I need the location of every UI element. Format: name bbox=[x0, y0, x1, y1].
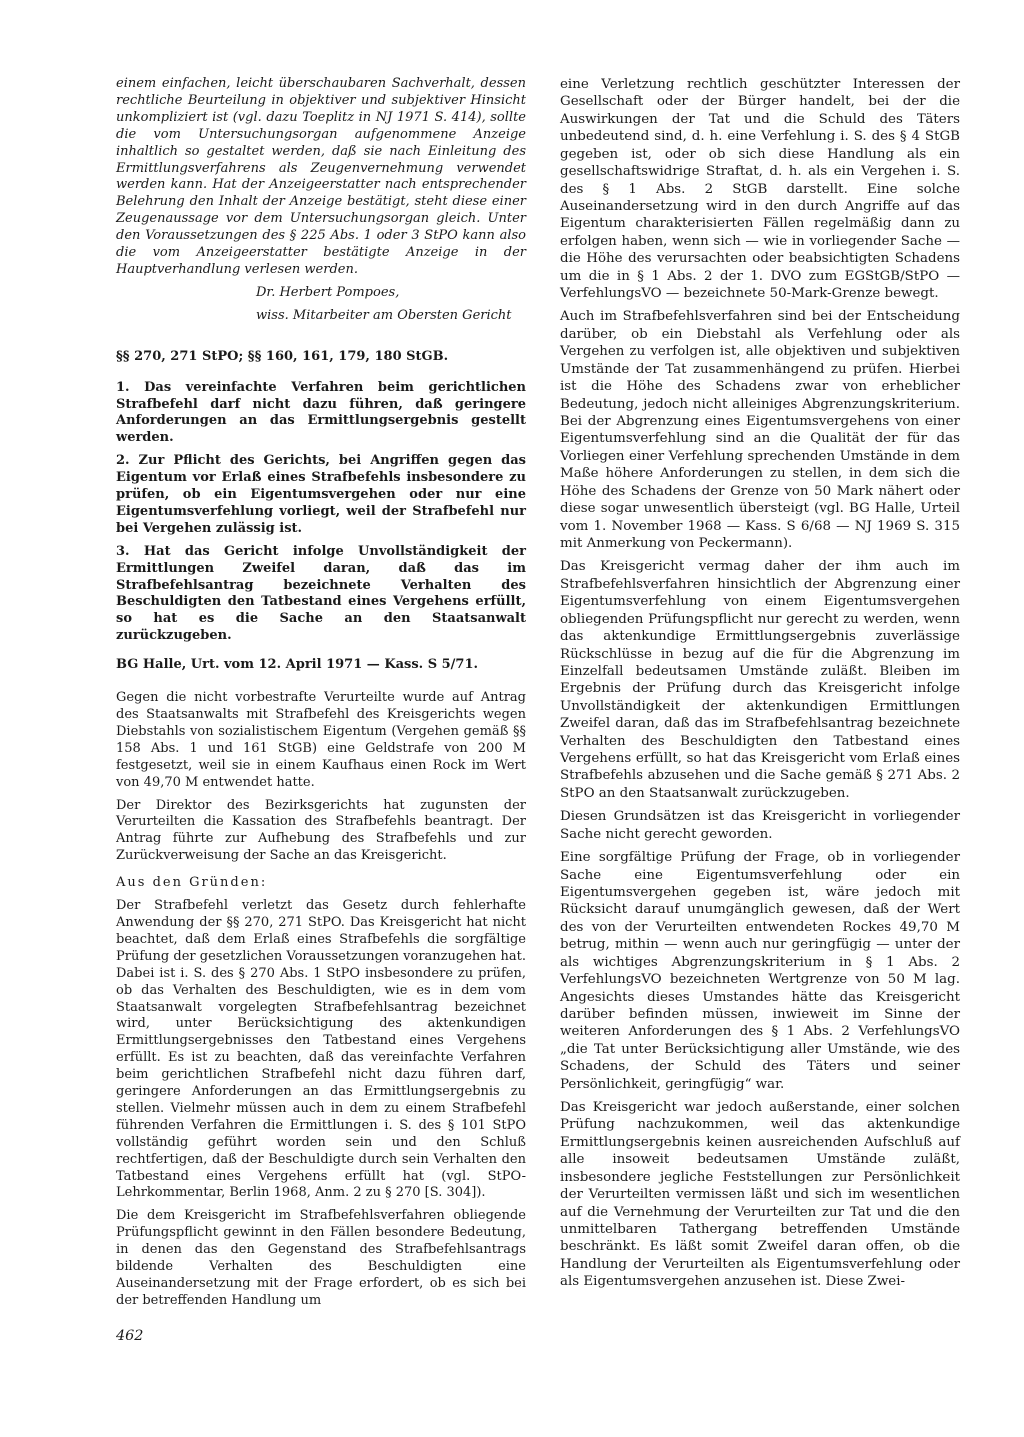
headnote-1: 1. Das vereinfachte Verfahren beim gerichtlichen Strafbefehl darf nicht dazu führen, daß geringere Anforderungen an das Ermittlungsergebnis gestellt werden. bbox=[116, 379, 526, 446]
right-column bbox=[560, 76, 960, 1297]
right-paragraph-5: Eine sorgfältige Prüfung der Frage, ob in vorliegender Sache eine Eigentumsverfehlung oder ein Eigentumsvergehen gegeben ist, wäre jedoch mit Rücksicht darauf unumgänglich gewesen, daß der Wert des von der Verurteilten entwendeten Rockes 49,70 M betrug, mithin — wenn auch nur geringfügig — unter der als wichtiges Abgrenzungskriterium in § 1 Abs. 2 VerfehlungsVO bezeichneten Wertgrenze von 50 M lag. Angesichts dieses Umstandes hätte das Kreisgericht darüber befinden müssen, inwieweit im Sinne der weiteren Anforderungen des § 1 Abs. 2 VerfehlungsVO „die Tat unter Berücksichtigung aller Umstände, wie des Schadens, der Schuld des Täters und seiner Persönlichkeit, geringfügig“ war. bbox=[560, 850, 960, 1092]
headnote-2: 2. Zur Pflicht des Gerichts, bei Angriffen gegen das Eigentum vor Erlaß eines Strafbefehls insbesondere zu prüfen, ob ein Eigentumsvergehen oder nur eine Eigentumsverfehlung vorliegt, weil der Strafbefehl nur bei Vergehen zulässig ist. bbox=[116, 453, 526, 536]
reasons-label: Aus den Gründen: bbox=[116, 875, 268, 891]
author-name: Dr. Herbert Pompoes, bbox=[256, 284, 400, 300]
headnote-3: 3. Hat das Gericht infolge Unvollständigkeit der Ermittlungen Zweifel daran, daß das im Strafbefehlsantrag bezeichnete Verhalten des Beschuldigten den Tatbestand eines Vergehens erfüllt, so hat es die Sache an den Staatsanwalt zurückzugeben. bbox=[116, 543, 526, 644]
author-title: wiss. Mitarbeiter am Obersten Gericht bbox=[256, 307, 512, 323]
reasons-paragraph-1: Der Strafbefehl verletzt das Gesetz durch fehlerhafte Anwendung der §§ 270, 271 StPO. Das Kreisgericht hat nicht beachtet, daß dem Erlaß eines Strafbefehls die sorgfältige Prüfung der gesetzlichen Voraussetzungen voranzugehen hat. Dabei ist i. S. des § 270 Abs. 1 StPO insbesondere zu prüfen, ob das Verhalten des Beschuldigten, wie es in dem vom Staatsanwalt vorgelegten Strafbefehlsantrag bezeichnet wird, unter Berücksichtigung des aktenkundigen Ermittlungsergebnisses den Tatbestand eines Vergehens erfüllt. Es ist zu beachten, daß das vereinfachte Verfahren beim gerichtlichen Strafbefehl nicht dazu führen darf, geringere Anforderungen an das Ermittlungsergebnis zu stellen. Vielmehr müssen auch in dem zu einem Strafbefehl führenden Verfahren die Ermittlungen i. S. des § 101 StPO vollständig geführt worden sein und den Schluß rechtfertigen, daß der Beschuldigte durch sein Verhalten den Tatbestand eines Vergehens erfüllt hat (vgl. StPO-Lehrkommentar, Berlin 1968, Anm. 2 zu § 270 [S. 304]). bbox=[116, 898, 526, 1201]
facts-paragraph-2: Der Direktor des Bezirksgerichts hat zugunsten der Verurteilten die Kassation des Strafbefehls beantragt. Der Antrag führte zur Aufhebung des Strafbefehls und zur Zurückverweisung der Sache an das Kreisgericht. bbox=[116, 797, 526, 864]
court-citation: BG Halle, Urt. vom 12. April 1971 — Kass. S 5/71. bbox=[116, 657, 479, 673]
right-paragraph-1: eine Verletzung rechtlich geschützter Interessen der Gesellschaft oder der Bürger handelt, bei der die Auswirkungen der Tat und die Schuld des Täters unbedeutend sind, d. h. eine Verfehlung i. S. des § 4 StGB gegeben ist, oder ob sich diese Handlung als ein gesellschaftswidrige Straftat, d. h. als ein Vergehen i. S. des § 1 Abs. 2 StGB darstellt. Eine solche Auseinandersetzung wird in den durch Angriffe auf das Eigentum charakterisierten Fällen regelmäßig dann zu erfolgen haben, wenn sich — wie in vorliegender Sache — die Höhe des verursachten oder beabsichtigten Schadens um die in § 1 Abs. 2 der 1. DVO zum EGStGB/StPO — VerfehlungsVO — bezeichnete 50-Mark-Grenze bewegt. bbox=[560, 77, 960, 302]
right-paragraph-6: Das Kreisgericht war jedoch außerstande, einer solchen Prüfung nachzukommen, weil das aktenkundige Ermittlungsergebnis keinen ausreichenden Aufschluß auf alle insoweit bedeutsamen Umstände zuläßt, insbesondere jegliche Feststellungen zur Persönlichkeit der Verurteilten vermissen läßt und sich im wesentlichen auf die Vernehmung der Verurteilten zur Tat und die den unmittelbaren Tathergang betreffenden Umstände beschränkt. Es läßt somit Zweifel daran offen, ob die Handlung der Verurteilten als Eigentumsverfehlung oder als Eigentumsvergehen anzusehen ist. Diese Zwei- bbox=[560, 1100, 960, 1290]
page-number: 462 bbox=[116, 1328, 144, 1344]
facts-paragraph-1: Gegen die nicht vorbestrafte Verurteilte wurde auf Antrag des Staatsanwalts mit Strafbefehl des Kreisgerichts wegen Diebstahls von sozialistischem Eigentum (Vergehen gemäß §§ 158 Abs. 1 und 161 StGB) eine Geldstrafe von 200 M festgesetzt, weil sie in einem Kaufhaus einen Rock im Wert von 49,70 M entwendet hatte. bbox=[116, 690, 526, 790]
right-paragraph-2: Auch im Strafbefehlsverfahren sind bei der Entscheidung darüber, ob ein Diebstahl als Verfehlung oder als Vergehen zu verfolgen ist, alle objektiven und subjektiven Umstände der Tat zusammenhängend zu prüfen. Hierbei ist die Höhe des Schadens zwar von erheblicher Bedeutung, jedoch nicht alleiniges Abgrenzungskriterium. Bei der Abgrenzung eines Eigentumsvergehens von einer Eigentumsverfehlung sind an die Qualität der für das Vorliegen einer Verfehlung sprechenden Umstände in dem Maße höhere Anforderungen zu stellen, in dem sich die Höhe des Schadens der Grenze von 50 Mark nähert oder diese sogar unwesentlich übersteigt (vgl. BG Halle, Urteil vom 1. November 1968 — Kass. S 6/68 — NJ 1969 S. 315 mit Anmerkung von Peckermann). bbox=[560, 309, 960, 551]
right-paragraph-4: Diesen Grundsätzen ist das Kreisgericht in vorliegender Sache nicht gerecht geworden. bbox=[560, 809, 960, 842]
left-column bbox=[116, 76, 526, 1316]
right-paragraph-3: Das Kreisgericht vermag daher der ihm auch im Strafbefehlsverfahren hinsichtlich der Abgrenzung einer Eigentumsverfehlung von einem Eigentumsvergehen obliegenden Prüfungspflicht nur gerecht zu werden, wenn das aktenkundige Ermittlungsergebnis zuverlässige Rückschlüsse in bezug auf die für die Abgrenzung im Einzelfall bedeutsamen Umstände zuläßt. Bleiben im Ergebnis der Prüfung durch das Kreisgericht infolge Unvollständigkeit der aktenkundigen Ermittlungen Zweifel daran, daß das im Strafbefehlsantrag bezeichnete Verhalten des Beschuldigten den Tatbestand eines Vergehens erfüllt, so hat das Kreisgericht vom Erlaß eines Strafbefehls abzusehen und die Sache gemäß § 271 Abs. 2 StPO an den Staatsanwalt zurückzugeben. bbox=[560, 559, 960, 801]
intro-paragraph: einem einfachen, leicht überschaubaren Sachverhalt, dessen rechtliche Beurteilung in objektiver und subjektiver Hinsicht unkompliziert ist (vgl. dazu Toeplitz in NJ 1971 S. 414), sollte die vom Untersuchungsorgan aufgenommene Anzeige inhaltlich so gestaltet werden, daß sie nach Einleitung des Ermittlungsverfahrens als Zeugenvernehmung verwendet werden kann. Hat der Anzeigeerstatter nach entsprechender Belehrung den Inhalt der Anzeige bestätigt, steht diese einer Zeugenaussage vor dem Untersuchungsorgan gleich. Unter den Voraussetzungen des § 225 Abs. 1 oder 3 StPO kann also die vom Anzeigeerstatter bestätigte Anzeige in der Hauptverhandlung verlesen werden. bbox=[116, 76, 526, 277]
reasons-paragraph-2: Die dem Kreisgericht im Strafbefehlsverfahren obliegende Prüfungspflicht gewinnt in den Fällen besondere Bedeutung, in denen das den Gegenstand des Strafbefehlsantrags bildende Verhalten des Beschuldigten eine Auseinandersetzung mit der Frage erfordert, ob es sich bei der betreffenden Handlung um bbox=[116, 1208, 526, 1308]
section-heading: §§ 270, 271 StPO; §§ 160, 161, 179, 180 StGB. bbox=[116, 348, 449, 364]
